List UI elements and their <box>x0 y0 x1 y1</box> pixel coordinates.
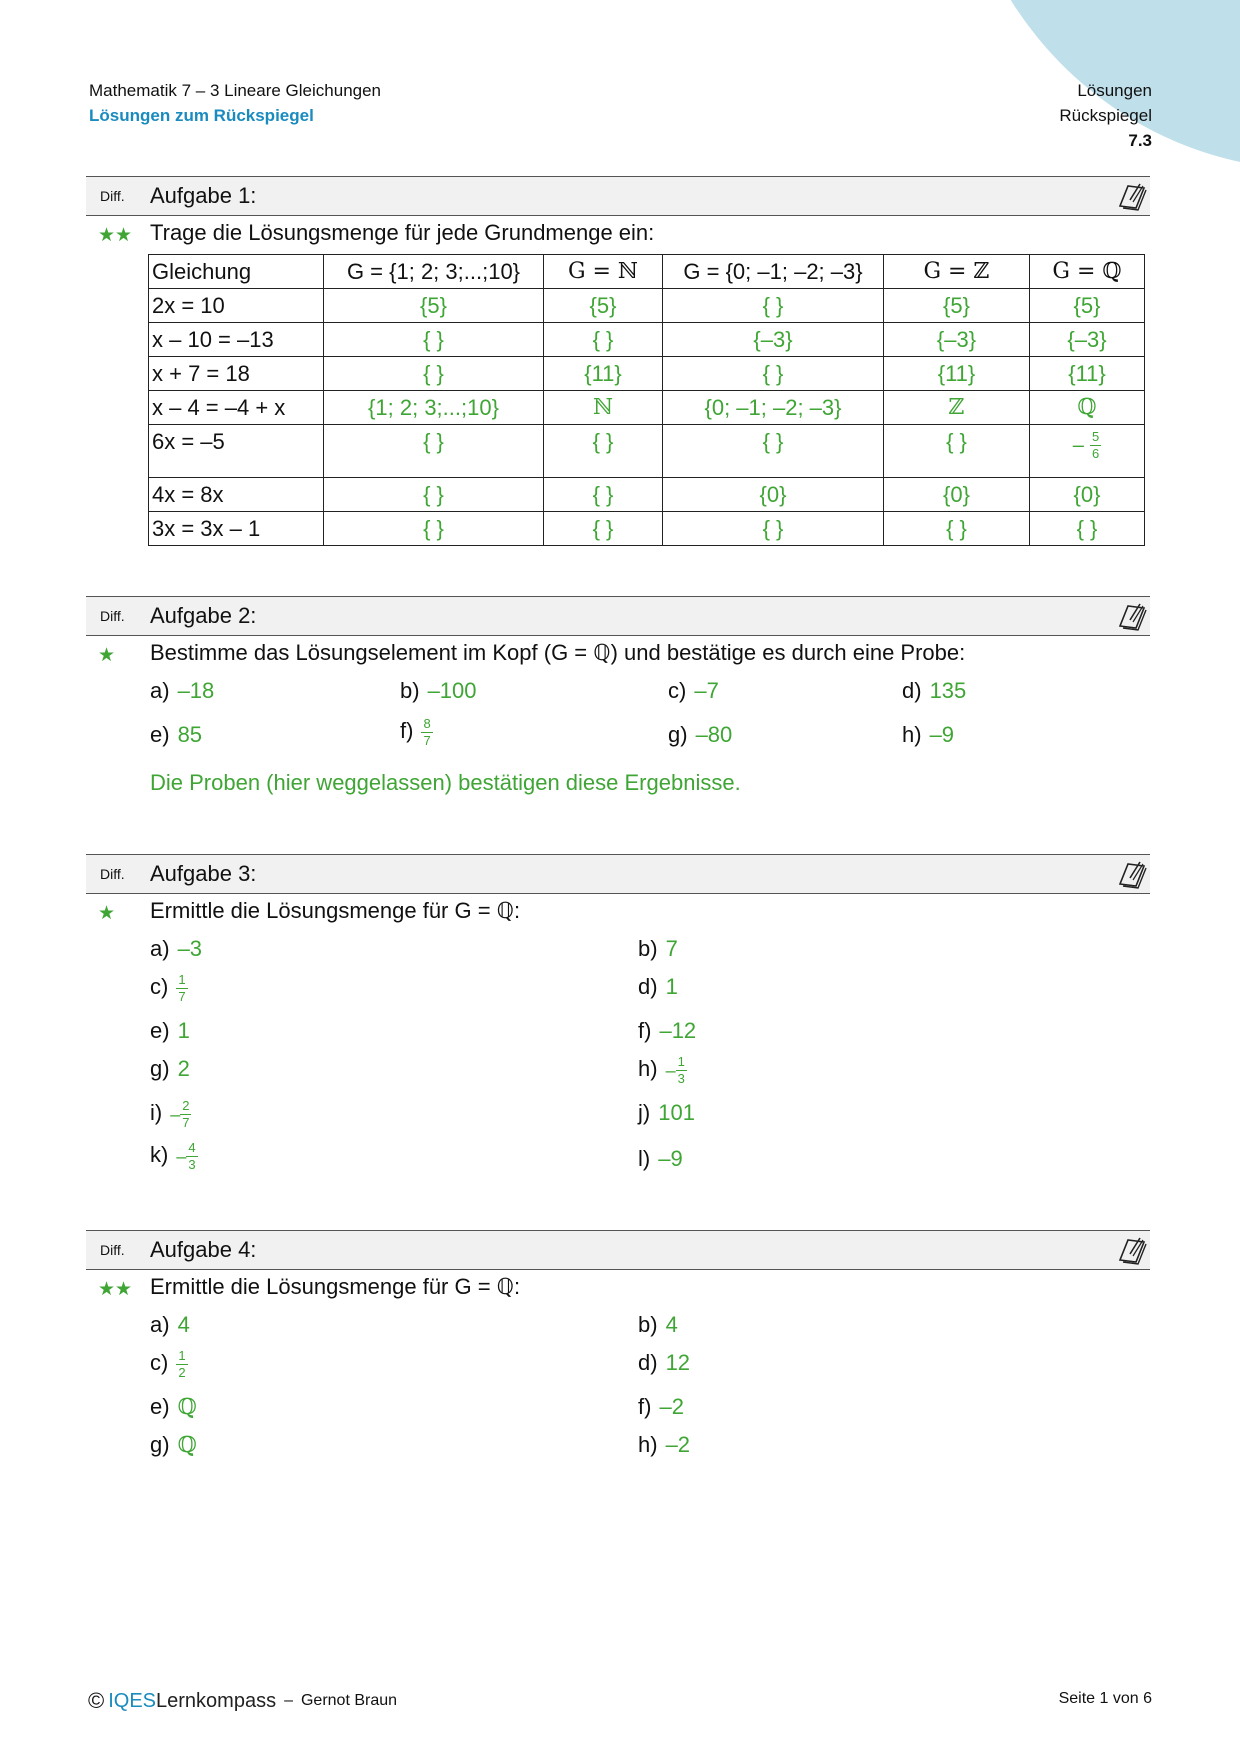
equation-cell: 3x = 3x – 1 <box>149 512 324 546</box>
fraction-denominator: 3 <box>677 1071 685 1086</box>
answer-item <box>150 1140 198 1173</box>
answer-item <box>902 678 966 704</box>
table-row <box>149 289 1145 323</box>
answer-item <box>638 1100 695 1126</box>
fraction-denominator: 7 <box>182 1115 190 1130</box>
brand-iqes: IQES <box>108 1689 157 1712</box>
task2-title: Aufgabe 2: <box>150 603 257 628</box>
table-row <box>149 425 1145 478</box>
answer-cell: { } <box>1030 512 1145 546</box>
difficulty-stars: ★★ <box>98 225 133 246</box>
item-label: b) <box>638 936 658 961</box>
answer-item <box>638 936 678 962</box>
answer-cell: { } <box>544 512 663 546</box>
difficulty-stars: ★ <box>98 645 116 666</box>
answer-cell: {–3} <box>663 323 884 357</box>
answer-cell: { } <box>663 357 884 391</box>
fraction-numerator: 1 <box>178 972 186 987</box>
task1-bar <box>86 176 1150 216</box>
fraction-denominator: 3 <box>188 1157 196 1172</box>
answer-item <box>150 1394 197 1420</box>
item-label: b) <box>400 678 420 703</box>
header-g-rationals: G = ℚ <box>1030 255 1145 289</box>
chapter-code: 7.3 <box>1128 131 1152 150</box>
item-value: 1 <box>665 974 678 999</box>
answer-item <box>150 1018 190 1044</box>
fraction <box>421 716 432 749</box>
notebook-pencil-icon <box>1116 858 1148 890</box>
item-label: g) <box>150 1432 170 1457</box>
item-value: –9 <box>929 722 955 747</box>
answer-cell: {5} <box>544 289 663 323</box>
answer-item <box>150 936 202 962</box>
answer-cell: { } <box>324 512 544 546</box>
item-label: j) <box>638 1100 651 1125</box>
diff-label: Diff. <box>100 188 125 204</box>
item-value: ℚ <box>177 1433 197 1458</box>
document-title: Lösungen zum Rückspiegel <box>89 106 314 125</box>
item-label: h) <box>638 1432 658 1457</box>
answer-cell: {11} <box>884 357 1030 391</box>
fraction-denominator: 2 <box>178 1365 186 1380</box>
notebook-pencil-icon <box>1116 180 1148 212</box>
answer-cell: { } <box>324 425 544 478</box>
table-row <box>149 323 1145 357</box>
answer-item <box>150 1056 190 1082</box>
table-header-row <box>149 255 1145 289</box>
header-g-range: G = {1; 2; 3;...;10} <box>324 255 544 289</box>
difficulty-stars: ★ <box>98 903 116 924</box>
answer-cell: ℤ <box>884 391 1030 425</box>
diff-label: Diff. <box>100 1242 125 1258</box>
equation-cell: 6x = –5 <box>149 425 324 478</box>
answer-item <box>638 1054 687 1087</box>
fraction-denominator: 7 <box>423 733 431 748</box>
answer-cell: { } <box>324 357 544 391</box>
table-row <box>149 391 1145 425</box>
fraction-numerator: 1 <box>677 1054 685 1069</box>
item-label: f) <box>638 1394 652 1419</box>
answer-item <box>638 1350 690 1376</box>
notebook-pencil-icon <box>1116 600 1148 632</box>
answer-cell: { } <box>544 323 663 357</box>
item-label: c) <box>150 1350 169 1376</box>
difficulty-stars: ★★ <box>98 1279 133 1300</box>
answer-item <box>150 1312 190 1338</box>
item-value: 101 <box>658 1100 695 1125</box>
item-label: f) <box>638 1018 652 1043</box>
answer-item <box>638 1146 683 1172</box>
header-g-negatives: G = {0; –1; –2; –3} <box>663 255 884 289</box>
item-value: –3 <box>177 936 203 961</box>
item-label: c) <box>668 678 687 703</box>
item-label: a) <box>150 936 170 961</box>
item-label: l) <box>638 1146 651 1171</box>
fraction-numerator: 8 <box>423 716 431 731</box>
item-label: h) <box>638 1056 658 1082</box>
item-value: –80 <box>695 722 733 747</box>
item-value: 12 <box>665 1350 691 1375</box>
answer-cell: { } <box>324 478 544 512</box>
task2-note: Die Proben (hier weggelassen) bestätigen diese Ergebnisse. <box>150 770 741 795</box>
answer-item <box>668 722 732 748</box>
item-value: –9 <box>658 1146 683 1171</box>
item-value: –2 <box>659 1394 684 1419</box>
task3-instruction: Ermittle die Lösungsmenge für G = ℚ: <box>150 898 521 923</box>
fraction-sign: – <box>170 1104 181 1125</box>
item-label: g) <box>150 1056 170 1081</box>
answer-cell: { } <box>544 478 663 512</box>
answer-item <box>668 678 719 704</box>
item-value: 4 <box>177 1312 190 1337</box>
item-label: e) <box>150 1018 170 1043</box>
page-header-right <box>1059 78 1152 153</box>
header-right-line2: Rückspiegel <box>1059 106 1152 125</box>
answer-cell: {0} <box>884 478 1030 512</box>
answer-cell: {5} <box>324 289 544 323</box>
notebook-pencil-icon <box>1116 1234 1148 1266</box>
answer-item <box>150 972 188 1005</box>
item-label: d) <box>902 678 922 703</box>
equation-cell: x – 4 = –4 + x <box>149 391 324 425</box>
item-value: 1 <box>177 1018 190 1043</box>
fraction-numerator: 1 <box>178 1348 186 1363</box>
answer-item <box>638 974 678 1000</box>
answer-item <box>902 722 954 748</box>
item-label: e) <box>150 1394 170 1419</box>
answer-cell: {11} <box>1030 357 1145 391</box>
answer-cell: {–3} <box>884 323 1030 357</box>
item-label: d) <box>638 1350 658 1375</box>
header-right-line1: Lösungen <box>1077 81 1152 100</box>
page-number: Seite 1 von 6 <box>1058 1690 1152 1707</box>
page-footer <box>88 1688 397 1714</box>
equation-cell: x + 7 = 18 <box>149 357 324 391</box>
task4-title: Aufgabe 4: <box>150 1237 257 1262</box>
header-g-integers: G = ℤ <box>884 255 1030 289</box>
answer-item <box>150 678 214 704</box>
answer-cell: {1; 2; 3;...;10} <box>324 391 544 425</box>
item-value: –100 <box>427 678 477 703</box>
item-value: 2 <box>177 1056 190 1081</box>
header-g-naturals: G = ℕ <box>544 255 663 289</box>
item-label: c) <box>150 974 169 1000</box>
header-gleichung: Gleichung <box>149 255 324 289</box>
answer-cell: { } <box>663 289 884 323</box>
fraction <box>676 1054 687 1087</box>
answer-cell: {11} <box>544 357 663 391</box>
answer-cell: {–3} <box>1030 323 1145 357</box>
equation-cell: 2x = 10 <box>149 289 324 323</box>
item-label: b) <box>638 1312 658 1337</box>
answer-item <box>638 1312 678 1338</box>
item-value: 4 <box>665 1312 678 1337</box>
answer-item <box>400 716 433 749</box>
answer-item <box>150 1098 191 1131</box>
diff-label: Diff. <box>100 866 125 882</box>
item-value: –2 <box>665 1432 691 1457</box>
author-name: Gernot Braun <box>300 1692 398 1709</box>
fraction-denominator: 6 <box>1092 446 1100 461</box>
item-value: –7 <box>694 678 719 703</box>
task1-instruction: Trage die Lösungsmenge für jede Grundmenge ein: <box>150 220 655 245</box>
table-row <box>149 512 1145 546</box>
subject-line: Mathematik 7 – 3 Lineare Gleichungen <box>89 81 382 100</box>
item-label: a) <box>150 1312 170 1337</box>
item-label: h) <box>902 722 922 747</box>
solution-table <box>148 254 1145 546</box>
item-label: a) <box>150 678 170 703</box>
answer-cell: {0} <box>1030 478 1145 512</box>
equation-cell: 4x = 8x <box>149 478 324 512</box>
fraction-sign: – <box>665 1060 676 1081</box>
answer-item <box>638 1394 684 1420</box>
fraction <box>176 972 187 1005</box>
fraction <box>176 1348 187 1381</box>
fraction <box>186 1140 197 1173</box>
answer-cell: {0} <box>663 478 884 512</box>
answer-cell: { } <box>544 425 663 478</box>
answer-cell: { } <box>663 425 884 478</box>
table-row <box>149 478 1145 512</box>
fraction-numerator: 4 <box>188 1140 196 1155</box>
answer-item <box>150 1348 188 1381</box>
item-label: k) <box>150 1142 169 1168</box>
fraction-sign: – <box>1072 434 1084 457</box>
item-value: 85 <box>177 722 203 747</box>
item-value: –18 <box>177 678 215 703</box>
item-label: d) <box>638 974 658 999</box>
answer-item <box>150 722 202 748</box>
item-label: i) <box>150 1100 163 1126</box>
answer-item <box>638 1432 690 1458</box>
item-value: –12 <box>659 1018 697 1043</box>
answer-item <box>638 1018 696 1044</box>
task4-bar <box>86 1230 1150 1270</box>
task2-bar <box>86 596 1150 636</box>
fraction-numerator: 2 <box>182 1098 190 1113</box>
fraction <box>1090 429 1101 462</box>
item-label: f) <box>400 718 414 744</box>
answer-cell: { } <box>663 512 884 546</box>
footer-separator: – <box>284 1692 293 1709</box>
answer-cell: {5} <box>1030 289 1145 323</box>
item-value: 135 <box>929 678 967 703</box>
item-label: g) <box>668 722 688 747</box>
item-label: e) <box>150 722 170 747</box>
task4-instruction: Ermittle die Lösungsmenge für G = ℚ: <box>150 1274 521 1299</box>
answer-cell: {5} <box>884 289 1030 323</box>
fraction-sign: – <box>176 1146 187 1167</box>
fraction-numerator: 5 <box>1092 429 1100 444</box>
answer-cell: {0; –1; –2; –3} <box>663 391 884 425</box>
answer-cell: ℕ <box>544 391 663 425</box>
answer-cell-fraction <box>1030 425 1145 478</box>
fraction-denominator: 7 <box>178 989 186 1004</box>
brand-lernkompass: Lernkompass <box>156 1689 277 1712</box>
copyright-symbol: © <box>88 1688 105 1713</box>
task3-title: Aufgabe 3: <box>150 861 257 886</box>
answer-item <box>400 678 477 704</box>
answer-cell: { } <box>884 425 1030 478</box>
answer-cell: ℚ <box>1030 391 1145 425</box>
fraction <box>180 1098 191 1131</box>
task3-bar <box>86 854 1150 894</box>
answer-item <box>150 1432 197 1458</box>
task2-instruction: Bestimme das Lösungselement im Kopf (G = ℚ) und bestätige es durch eine Probe: <box>150 640 966 665</box>
item-value: ℚ <box>177 1395 197 1420</box>
table-row <box>149 357 1145 391</box>
answer-cell: { } <box>324 323 544 357</box>
diff-label: Diff. <box>100 608 125 624</box>
item-value: 7 <box>665 936 678 961</box>
task1-title: Aufgabe 1: <box>150 183 257 208</box>
answer-cell: { } <box>884 512 1030 546</box>
equation-cell: x – 10 = –13 <box>149 323 324 357</box>
page-header-left <box>89 78 381 128</box>
